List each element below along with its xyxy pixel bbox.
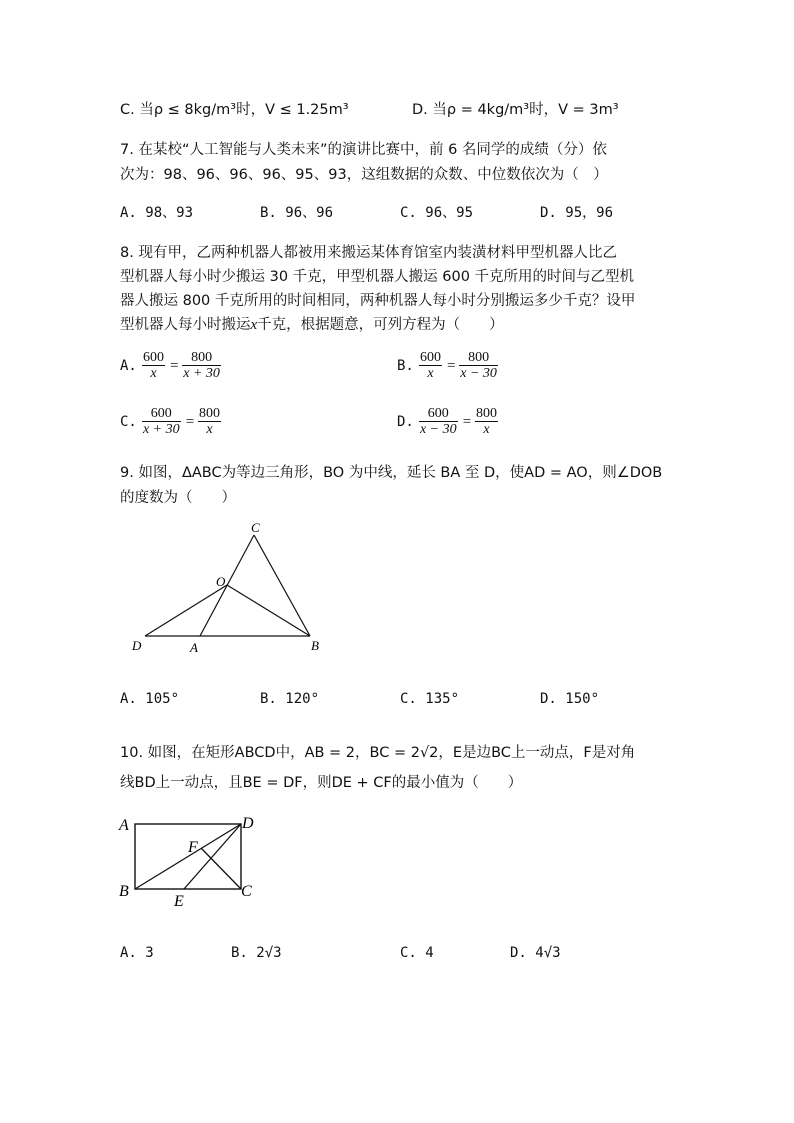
q7-stem-line1: 7. 在某校“人工智能与人类未来”的演讲比赛中，前 6 名同学的成绩（分）依: [120, 142, 607, 158]
q8-option-d: D. $\frac{600}{x - 30}$ = $\frac{800}{x}$: [397, 406, 497, 437]
q10-label-c: C: [241, 883, 252, 900]
q10-label-a: A: [119, 817, 129, 834]
q10-label-f: F: [188, 839, 198, 856]
q9-label-d: D: [132, 638, 142, 653]
q6-option-c: C. 当ρ ≤ 8kg/m³时，V ≤ 1.25m³: [120, 102, 349, 118]
q10-rectangle-figure: [115, 810, 265, 910]
q9-option-b: B. 120°: [260, 691, 320, 707]
q8-option-c: C. $\frac{600}{x + 30}$ = $\frac{800}{x}$: [120, 406, 220, 437]
q8-stem-line1: 8. 现有甲，乙两种机器人都被用来搬运某体育馆室内装潢材料甲型机器人比乙: [120, 245, 617, 261]
q10-label-b: B: [119, 883, 129, 900]
q9-label-c: C: [251, 520, 260, 535]
q7-option-d: D. 95，96: [540, 205, 614, 221]
q9-label-o: O: [216, 574, 226, 589]
q10-stem-line1: 10. 如图，在矩形ABCD中，AB = 2，BC = 2√2，E是边BC上一动点，F是对角: [120, 745, 636, 761]
q9-option-a: A. 105°: [120, 691, 180, 707]
q8-stem-line4: 型机器人每小时搬运x千克，根据题意，可列方程为（ ）: [120, 317, 504, 333]
q9-label-b: B: [311, 638, 319, 653]
q7-option-b: B. 96、96: [260, 205, 334, 221]
q7-option-a: A. 98、93: [120, 205, 194, 221]
q9-label-a: A: [190, 640, 198, 655]
q9-option-c: C. 135°: [400, 691, 460, 707]
q9-triangle-figure: [120, 520, 340, 660]
q10-stem-line2: 线BD上一动点，且BE = DF，则DE + CF的最小值为（ ）: [120, 775, 523, 791]
q10-option-d: D. 4√3: [510, 945, 561, 961]
q9-option-d: D. 150°: [540, 691, 600, 707]
q9-stem-line1: 9. 如图，ΔABC为等边三角形，BO 为中线，延长 BA 至 D，使AD = AO，则∠DOB: [120, 465, 663, 481]
q10-option-a: A. 3: [120, 945, 154, 961]
q10-option-b: B. 2√3: [231, 945, 282, 961]
q10-label-e: E: [174, 893, 184, 910]
q8-option-a: A. $\frac{600}{x}$ = $\frac{800}{x + 30}$: [120, 350, 220, 381]
q8-option-b: B. $\frac{600}{x}$ = $\frac{800}{x - 30}$: [397, 350, 497, 381]
q10-option-c: C. 4: [400, 945, 434, 961]
q10-label-d: D: [242, 815, 254, 832]
q7-option-c: C. 96、95: [400, 205, 474, 221]
q6-option-d: D. 当ρ = 4kg/m³时，V = 3m³: [412, 102, 619, 118]
q8-stem-line2: 型机器人每小时少搬运 30 千克，甲型机器人搬运 600 千克所用的时间与乙型机: [120, 269, 635, 285]
q9-stem-line2: 的度数为（ ）: [120, 490, 236, 506]
q8-stem-line3: 器人搬运 800 千克所用的时间相同，两种机器人每小时分别搬运多少千克？设甲: [120, 293, 636, 309]
q7-stem-line2: 次为：98、96、96、96、95、93，这组数据的众数、中位数依次为（ ）: [120, 167, 608, 183]
